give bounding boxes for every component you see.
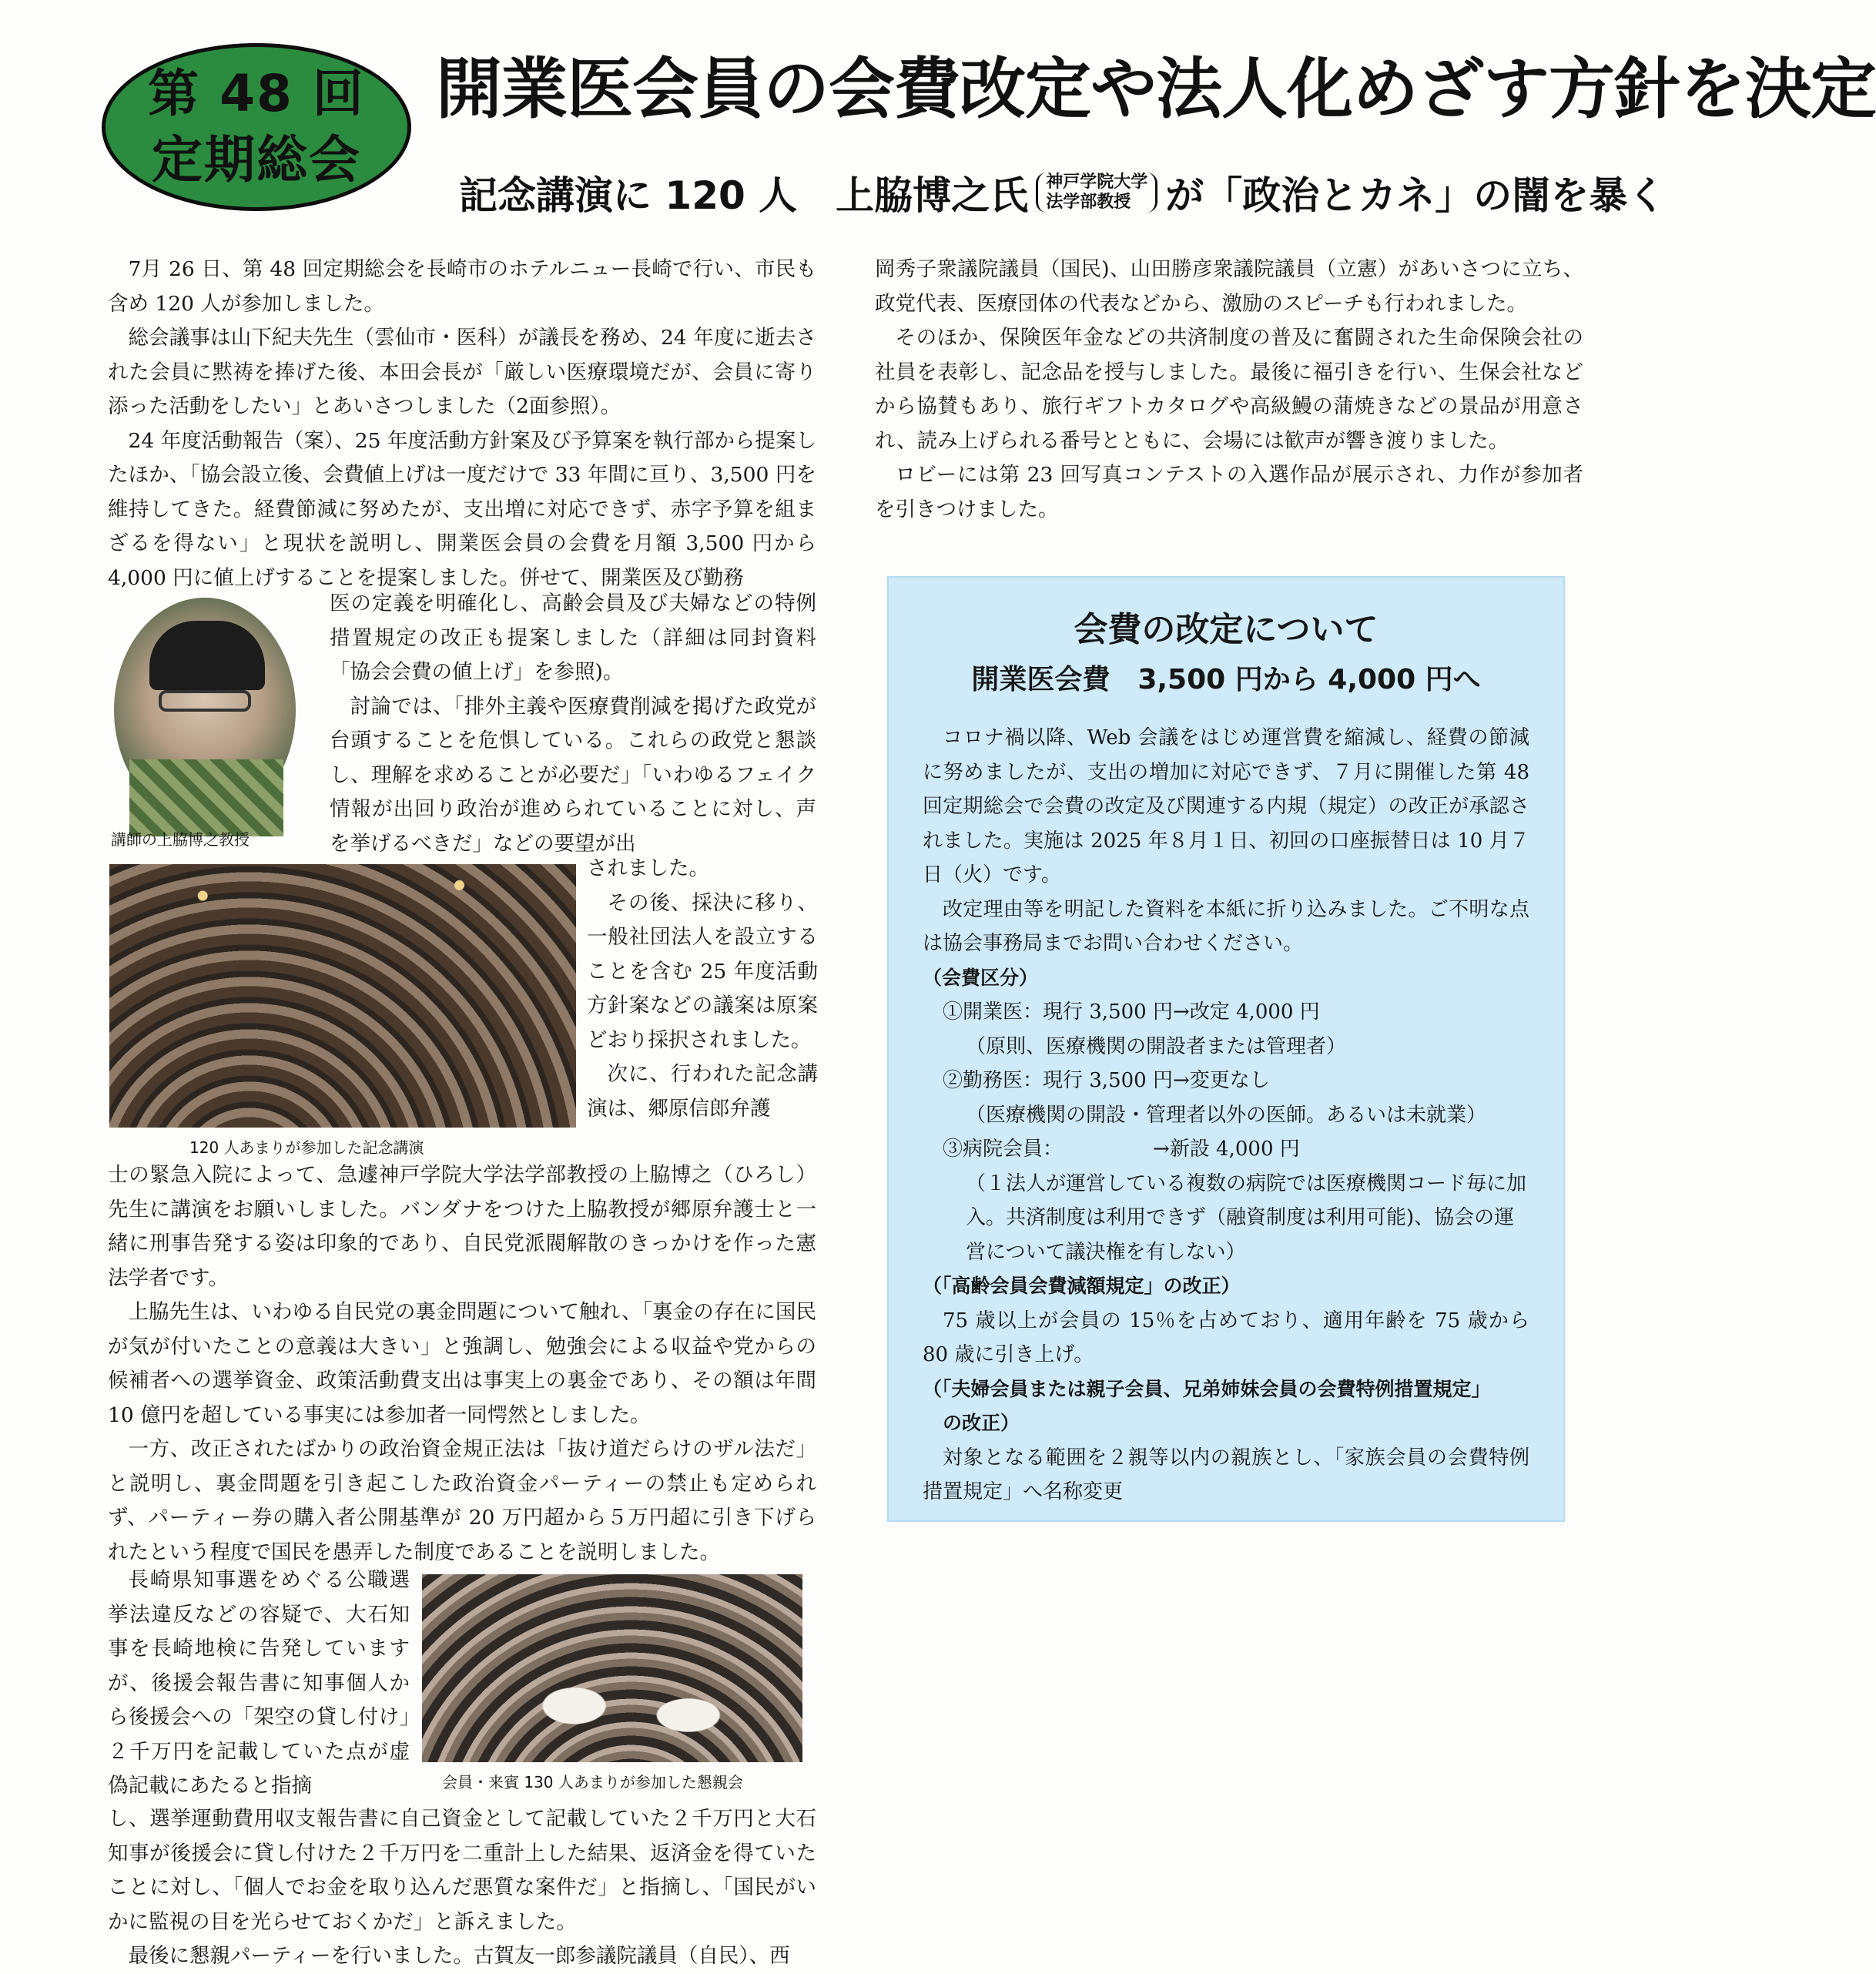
paragraph: そのほか、保険医年金などの共済制度の普及に奮闘された生命保険会社の社員を表彰し、記念品を授与しました。最後に福引きを行い、生保会社などから協賛もあり、旅行ギフトカタログや高級鰻の蒲焼きなどの景品が用意され、読み上げられる番号とともに、会場には歓声が響き渡りました。 <box>875 326 1583 453</box>
bandana-shape <box>149 621 265 690</box>
reception-caption: 会員・来賓 130 人あまりが参加した懇親会 <box>442 1773 743 1791</box>
family-rule-text: 対象となる範囲を２親等以内の親族とし、「家族会員の会費特例措置規定」へ名称変更 <box>923 1446 1529 1503</box>
article-column-left-mid <box>108 1158 816 1570</box>
paragraph: 一方、改正されたばかりの政治資金規正法は「抜け道だらけのザル法だ」と説明し、裏金問題を引き起こした政治資金パーティーの禁止も定められず、パーティー券の購入者公開基準が 20 万円超から５万円超に引き下げられたという程度で国民を愚弄した制度であることを説明しました。 <box>108 1437 816 1564</box>
shirt-shape <box>129 759 283 836</box>
article-column-left-top <box>108 253 816 595</box>
article-column-right-top <box>875 253 1583 527</box>
paragraph: 医の定義を明確化し、高齢会員及び夫婦などの特例措置規定の改正も提案しました（詳細は同封資料「協会会費の値上げ」を参照)。 <box>330 592 816 684</box>
lecture-photo <box>109 864 576 1128</box>
fee-item-1: ①開業医：現行 3,500 円→改定 4,000 円 <box>943 1000 1320 1024</box>
fee-item-2: ②勤務医：現行 3,500 円→変更なし <box>943 1069 1270 1092</box>
reception-photo <box>422 1574 802 1762</box>
glasses-shape <box>159 690 251 712</box>
speaker-portrait-photo <box>114 598 296 823</box>
notice-note: 改定理由等を明記した資料を本紙に折り込みました。ご不明な点は協会事務局までお問い合わせください。 <box>923 897 1529 955</box>
subhead-part2: が「政治とカネ」の闇を暴く <box>1165 173 1667 218</box>
notice-subtitle: 開業医会費 3,500 円から 4,000 円へ <box>971 664 1481 695</box>
paragraph: その後、採決に移り、一般社団法人を設立することを含む 25 年度活動方針案などの議案は原案どおり採択されました。 <box>587 890 818 1052</box>
portrait-caption: 講師の上脇博之教授 <box>111 830 250 849</box>
fee-item-3-note: （１法人が運営している複数の病院では医療機関コード毎に加入。共済制度は利用できず（融資制度は利用可能)、協会の運営について議決権を有しない） <box>966 1171 1527 1264</box>
section-fee-category: （会費区分） <box>923 966 1039 989</box>
article-column-wrap-a <box>330 587 816 861</box>
notice-body <box>923 721 1529 1510</box>
paragraph: 士の緊急入院によって、急遽神戸学院大学法学部教授の上脇博之（ひろし）先生に講演をお願いしました。バンダナをつけた上脇教授が郷原弁護士と一緒に刑事告発する姿は印象的であり、自民党派閥解散のきっかけを作った憲法学者です。 <box>108 1163 816 1290</box>
paragraph: 最後に懇親パーティーを行いました。古賀友一郎参議院議員（自民）、西 <box>128 1944 790 1968</box>
notice-intro: コロナ禍以降、Web 会議をはじめ運営費を縮減し、経費の節減に努めましたが、支出の増加に対応できず、７月に開催した第 48 回定期総会で会費の改定及び関連する内規（規定）の改正が承認されました。実施は 2025 年８月１日、初回の口座振替日は 10 月７日（火）です。 <box>923 726 1529 886</box>
fee-item-2-note: （医療機関の開設・管理者以外の医師。あるいは未就業） <box>966 1103 1487 1127</box>
paragraph: 7月 26 日、第 48 回定期総会を長崎市のホテルニュー長崎で行い、市民も含め 120 人が参加しました。 <box>108 257 816 316</box>
meeting-badge <box>102 43 411 211</box>
paragraph: 岡秀子衆議院議員（国民)、山田勝彦衆議院議員（立憲）があいさつに立ち、政党代表、医療団体の代表などから、激励のスピーチも行われました。 <box>875 257 1583 316</box>
speaker-affiliation <box>1036 173 1157 213</box>
badge-line2: 定期総会 <box>152 130 361 189</box>
paragraph: 討論では、「排外主義や医療費削減を掲げた政党が台頭することを危惧している。これらの政党と懇談し、理解を求めることが必要だ」「いわゆるフェイク情報が出回り政治が進められていることに対し、声を挙げるべきだ」などの要望が出 <box>330 694 816 856</box>
section-family-rule-a: （「夫婦会員または親子会員、兄弟姉妹会員の会費特例措置規定」 <box>923 1377 1491 1400</box>
article-column-left-bottom <box>108 1802 816 1974</box>
subhead-part1: 記念講演に 120 人 上脇博之氏 <box>459 173 1029 218</box>
paragraph: 長崎県知事選をめぐる公職選挙法違反などの容疑で、大石知事を長崎地検に告発していますが、後援会報告書に知事個人から後援会への「架空の貸し付け」２千万円を記載していた点が虚偽記載にあたると指摘 <box>108 1568 410 1798</box>
fee-item-1-note: （原則、医療機関の開設者または管理者） <box>966 1034 1347 1058</box>
paragraph: し、選挙運動費用収支報告書に自己資金として記載していた２千万円と大石知事が後援会に貸し付けた２千万円を二重計上した結果、返済金を得ていたことに対し、「個人でお金を取り込んだ悪質な案件だ」と指摘し、「国民がいかに監視の目を光らせておくかだ」と訴えました。 <box>108 1807 816 1934</box>
affiliation-line2: 法学部教授 <box>1046 193 1131 212</box>
section-family-rule-b: の改正） <box>943 1412 1020 1434</box>
fee-revision-notice-box <box>887 576 1565 1522</box>
paragraph: 次に、行われた記念講演は、郷原信郎弁護 <box>587 1062 818 1121</box>
senior-rule-text: 75 歳以上が会員の 15％を占めており、適用年齢を 75 歳から 80 歳に引き上げ。 <box>923 1309 1529 1366</box>
paragraph: ロビーには第 23 回写真コンテストの入選作品が展示され、力作が参加者を引きつけました。 <box>875 463 1583 521</box>
paragraph: 上脇先生は、いわゆる自民党の裏金問題について触れ、「裏金の存在に国民が気が付いたことの意義は大きい」と強調し、勉強会による収益や党からの候補者への選挙資金、政策活動費支出は事実上の裏金であり、その額は年間 10 億円を超している事実には参加者一同愕然としました。 <box>108 1300 816 1427</box>
affiliation-line1: 神戸学院大学 <box>1046 173 1148 192</box>
article-column-wrap-b <box>587 852 818 1126</box>
notice-title: 会費の改定について <box>1074 610 1379 649</box>
subheadline <box>459 160 1666 225</box>
lecture-caption: 120 人あまりが参加した記念講演 <box>189 1138 424 1157</box>
headline: 開業医会員の会費改定や法人化めざす方針を決定 <box>436 51 1876 128</box>
paragraph: 24 年度活動報告（案）、25 年度活動方針案及び予算案を執行部から提案したほか、「協会設立後、会費値上げは一度だけで 33 年間に亘り、3,500 円を維持してきた。経費節減に努めたが、支出増に対応できず、赤字予算を組まざるを得ない」と現状を説明し、開業医会員の会費を月額 3,500 円から 4,000 円に値上げすることを提案しました。併せて、開業医及び勤務 <box>108 428 816 590</box>
article-column-wrap-c <box>108 1563 410 1804</box>
fee-item-3: ③病院会員： →新設 4,000 円 <box>943 1138 1300 1161</box>
paragraph: されました。 <box>587 856 709 880</box>
paragraph: 総会議事は山下紀夫先生（雲仙市・医科）が議長を務め、24 年度に逝去された会員に黙祷を捧げた後、本田会長が「厳しい医療環境だが、会員に寄り添った活動をしたい」とあいさつしました（2面参照）。 <box>108 326 816 418</box>
section-senior-rule: （「高齢会員会費減額規定」の改正） <box>923 1275 1241 1297</box>
badge-line1: 第 48 回 <box>148 64 365 123</box>
